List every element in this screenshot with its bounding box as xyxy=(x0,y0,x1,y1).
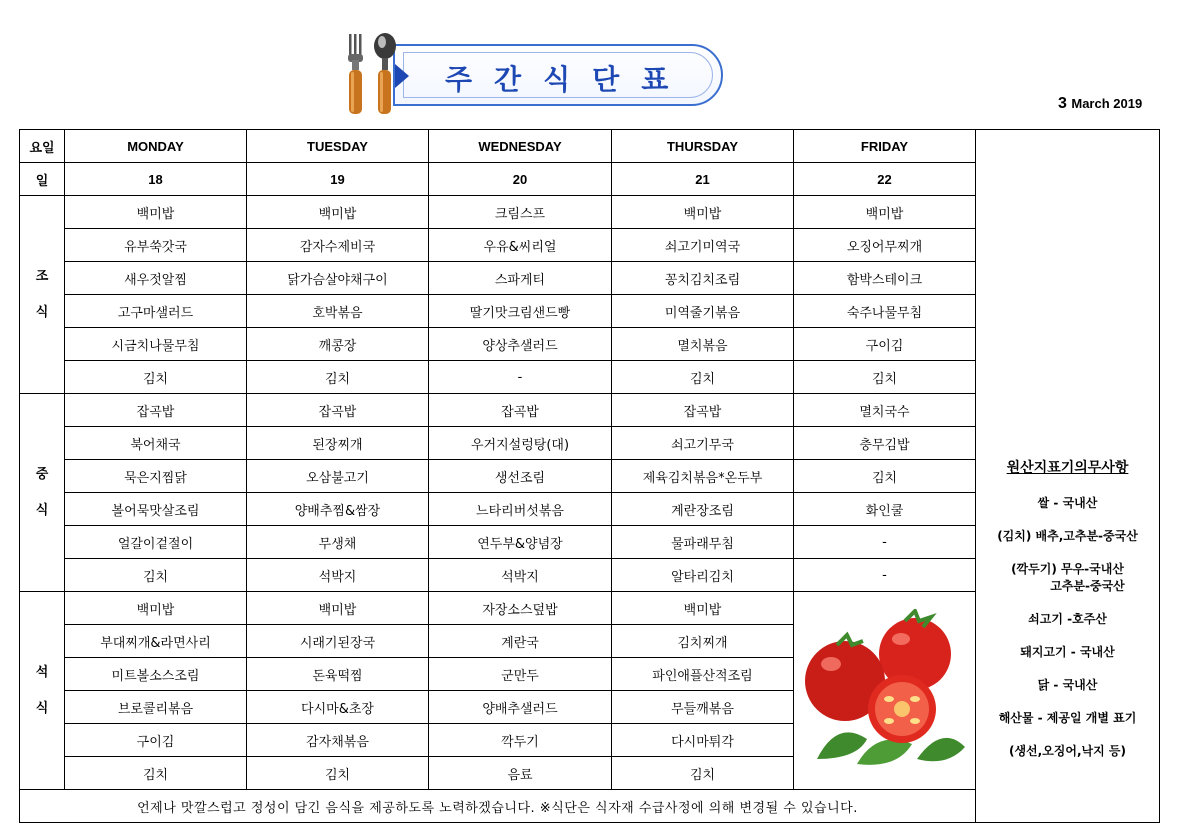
menu-cell: 멸치국수 xyxy=(794,394,976,427)
menu-cell: 감자수제비국 xyxy=(247,229,429,262)
menu-cell: 볼어묵맛살조림 xyxy=(65,493,247,526)
menu-cell: 오삼불고기 xyxy=(247,460,429,493)
date-header: 20 xyxy=(429,163,612,196)
menu-cell: 묵은지찜닭 xyxy=(65,460,247,493)
date-label: 일 xyxy=(20,163,65,196)
menu-cell: 얼갈이겉절이 xyxy=(65,526,247,559)
menu-cell: 쇠고기미역국 xyxy=(612,229,794,262)
menu-cell: 숙주나물무침 xyxy=(794,295,976,328)
header-row-days xyxy=(20,130,1160,163)
menu-cell: - xyxy=(794,559,976,592)
menu-cell: 오징어무찌개 xyxy=(794,229,976,262)
menu-cell: 깨콩장 xyxy=(247,328,429,361)
menu-cell: 유부쑥갓국 xyxy=(65,229,247,262)
menu-cell: 호박볶음 xyxy=(247,295,429,328)
date-month-year: March 2019 xyxy=(1071,96,1143,111)
menu-cell: 다시마&초장 xyxy=(247,691,429,724)
menu-cell: 김치 xyxy=(794,460,976,493)
menu-cell: 충무김밥 xyxy=(794,427,976,460)
menu-cell: 김치 xyxy=(794,361,976,394)
menu-cell: 김치 xyxy=(247,757,429,790)
menu-date xyxy=(1058,95,1142,113)
menu-cell: 김치찌개 xyxy=(612,625,794,658)
origin-item: 고추분-중국산 xyxy=(1050,579,1125,593)
menu-cell: 감자채볶음 xyxy=(247,724,429,757)
menu-cell: 쇠고기무국 xyxy=(612,427,794,460)
menu-cell: 파인애플산적조림 xyxy=(612,658,794,691)
menu-cell: - xyxy=(429,361,612,394)
menu-cell: 군만두 xyxy=(429,658,612,691)
weekly-menu-table xyxy=(19,129,1160,823)
menu-cell: 잡곡밥 xyxy=(612,394,794,427)
menu-cell: 김치 xyxy=(65,757,247,790)
menu-cell: - xyxy=(794,526,976,559)
meal-label-lunch: 중 식 xyxy=(20,394,65,592)
menu-cell: 양상추샐러드 xyxy=(429,328,612,361)
header-logo xyxy=(333,30,733,120)
origin-item: 돼지고기 - 국내산 xyxy=(1020,645,1115,659)
origin-item: (생선,오징어,낙지 등) xyxy=(1008,744,1126,758)
meal-label-dinner: 석 식 xyxy=(20,592,65,790)
menu-cell: 닭가슴살야채구이 xyxy=(247,262,429,295)
menu-cell: 돈육떡찜 xyxy=(247,658,429,691)
menu-cell: 함박스테이크 xyxy=(794,262,976,295)
menu-cell: 딸기맛크림샌드빵 xyxy=(429,295,612,328)
menu-cell: 브로콜리볶음 xyxy=(65,691,247,724)
menu-cell: 느타리버섯볶음 xyxy=(429,493,612,526)
day-header: FRIDAY xyxy=(794,130,976,163)
date-header: 21 xyxy=(612,163,794,196)
menu-cell: 물파래무침 xyxy=(612,526,794,559)
menu-cell: 꽁치김치조림 xyxy=(612,262,794,295)
menu-cell: 우거지설렁탕(대) xyxy=(429,427,612,460)
menu-cell: 화인쿨 xyxy=(794,493,976,526)
title-banner xyxy=(393,44,723,106)
menu-cell: 석박지 xyxy=(247,559,429,592)
menu-cell: 제육김치볶음*온두부 xyxy=(612,460,794,493)
menu-cell: 부대찌개&라면사리 xyxy=(65,625,247,658)
day-header: THURSDAY xyxy=(612,130,794,163)
origin-item: (깍두기) 무우-국내산 xyxy=(1011,562,1124,576)
origin-title: 원산지표기의무사항 xyxy=(1006,460,1129,476)
tomato-image-cell xyxy=(794,592,976,790)
menu-cell: 무생채 xyxy=(247,526,429,559)
menu-cell: 김치 xyxy=(612,757,794,790)
menu-cell: 백미밥 xyxy=(612,592,794,625)
origin-item: 해산물 - 제공일 개별 표기 xyxy=(998,711,1137,725)
menu-cell: 계란국 xyxy=(429,625,612,658)
menu-cell: 고구마샐러드 xyxy=(65,295,247,328)
menu-cell: 백미밥 xyxy=(247,592,429,625)
menu-cell: 음료 xyxy=(429,757,612,790)
menu-cell: 시래기된장국 xyxy=(247,625,429,658)
menu-cell: 스파게티 xyxy=(429,262,612,295)
menu-cell: 구이김 xyxy=(65,724,247,757)
menu-cell: 깍두기 xyxy=(429,724,612,757)
menu-cell: 된장찌개 xyxy=(247,427,429,460)
day-header: WEDNESDAY xyxy=(429,130,612,163)
day-header: MONDAY xyxy=(65,130,247,163)
footer-note: 언제나 맛깔스럽고 정성이 담긴 음식을 제공하도록 노력하겠습니다. ※식단은 식자재 수급사정에 의해 변경될 수 있습니다. xyxy=(20,790,976,823)
menu-cell: 생선조림 xyxy=(429,460,612,493)
menu-cell: 백미밥 xyxy=(65,592,247,625)
menu-cell: 백미밥 xyxy=(612,196,794,229)
day-label: 요일 xyxy=(20,130,65,163)
day-header: TUESDAY xyxy=(247,130,429,163)
menu-cell: 잡곡밥 xyxy=(247,394,429,427)
origin-item: 닭 - 국내산 xyxy=(1037,678,1098,692)
date-header: 18 xyxy=(65,163,247,196)
menu-cell: 크림스프 xyxy=(429,196,612,229)
menu-cell: 양배추샐러드 xyxy=(429,691,612,724)
menu-cell: 미역줄기볶음 xyxy=(612,295,794,328)
origin-panel xyxy=(976,130,1160,823)
menu-cell: 백미밥 xyxy=(247,196,429,229)
menu-cell: 새우젓알찜 xyxy=(65,262,247,295)
menu-cell: 김치 xyxy=(612,361,794,394)
cutlery-icon xyxy=(333,30,413,120)
menu-cell: 자장소스덮밥 xyxy=(429,592,612,625)
menu-cell: 우유&씨리얼 xyxy=(429,229,612,262)
menu-cell: 북어채국 xyxy=(65,427,247,460)
date-header: 19 xyxy=(247,163,429,196)
menu-cell: 시금치나물무침 xyxy=(65,328,247,361)
menu-cell: 백미밥 xyxy=(65,196,247,229)
meal-label-breakfast: 조 식 xyxy=(20,196,65,394)
origin-item: 쌀 - 국내산 xyxy=(1037,496,1098,510)
tomato-icon xyxy=(797,609,972,769)
menu-cell: 미트볼소스조림 xyxy=(65,658,247,691)
menu-cell: 김치 xyxy=(65,559,247,592)
menu-cell: 백미밥 xyxy=(794,196,976,229)
menu-cell: 알타리김치 xyxy=(612,559,794,592)
menu-cell: 연두부&양념장 xyxy=(429,526,612,559)
origin-item: 쇠고기 -호주산 xyxy=(1028,612,1107,626)
menu-cell: 계란장조림 xyxy=(612,493,794,526)
menu-cell: 다시마튀각 xyxy=(612,724,794,757)
page-title: 주간식단표 xyxy=(445,63,691,96)
menu-cell: 양배추찜&쌈장 xyxy=(247,493,429,526)
menu-cell: 김치 xyxy=(65,361,247,394)
menu-cell: 잡곡밥 xyxy=(429,394,612,427)
menu-cell: 석박지 xyxy=(429,559,612,592)
date-header: 22 xyxy=(794,163,976,196)
menu-cell: 잡곡밥 xyxy=(65,394,247,427)
menu-cell: 김치 xyxy=(247,361,429,394)
menu-cell: 구이김 xyxy=(794,328,976,361)
menu-cell: 무들깨볶음 xyxy=(612,691,794,724)
date-day: 3 xyxy=(1058,95,1067,112)
origin-item: (김치) 배추,고추분-중국산 xyxy=(997,529,1138,543)
menu-cell: 멸치볶음 xyxy=(612,328,794,361)
